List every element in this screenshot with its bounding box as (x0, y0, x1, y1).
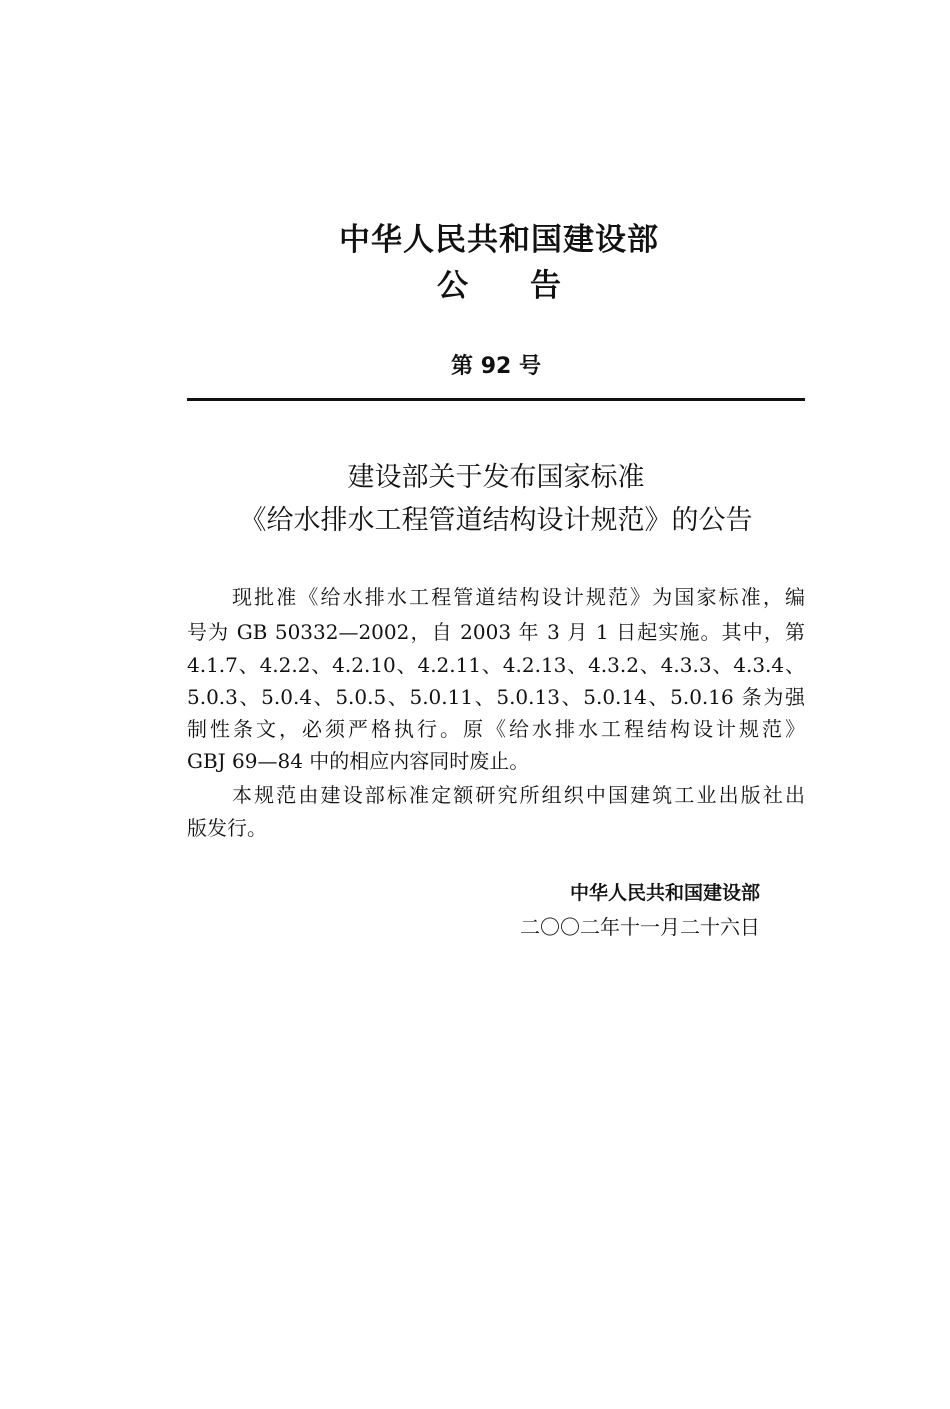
body-line: 现批准《给水排水工程管道结构设计规范》为国家标准，编 (232, 585, 805, 609)
signature-organization: 中华人民共和国建设部 (569, 882, 760, 904)
announcement-number: 第 92 号 (451, 354, 541, 379)
signature-date: 二〇〇二年十一月二十六日 (520, 915, 760, 939)
body-line: 本规范由建设部标准定额研究所组织中国建筑工业出版社出 (232, 783, 805, 807)
header-divider (187, 398, 805, 401)
announcement-heading-line-2: 《给水排水工程管道结构设计规范》的公告 (239, 505, 753, 536)
body-line: 版发行。 (187, 816, 267, 840)
body-line: 4.1.7、4.2.2、4.2.10、4.2.11、4.2.13、4.3.2、4.3.3、4.3.4、 (187, 653, 805, 677)
body-line: 制性条文，必须严格执行。原《给水排水工程结构设计规范》 (187, 717, 805, 741)
issuer-title: 中华人民共和国建设部 (339, 222, 659, 258)
body-line: 5.0.3、5.0.4、5.0.5、5.0.11、5.0.13、5.0.14、5.0.16 条为强 (187, 685, 805, 709)
body-line: 号为 GB 50332—2002，自 2003 年 3 月 1 日起实施。其中，第 (187, 620, 805, 644)
document-type: 公告 (437, 268, 623, 304)
announcement-heading-line-1: 建设部关于发布国家标准 (347, 462, 645, 493)
body-line: GBJ 69—84 中的相应内容同时废止。 (187, 749, 530, 773)
